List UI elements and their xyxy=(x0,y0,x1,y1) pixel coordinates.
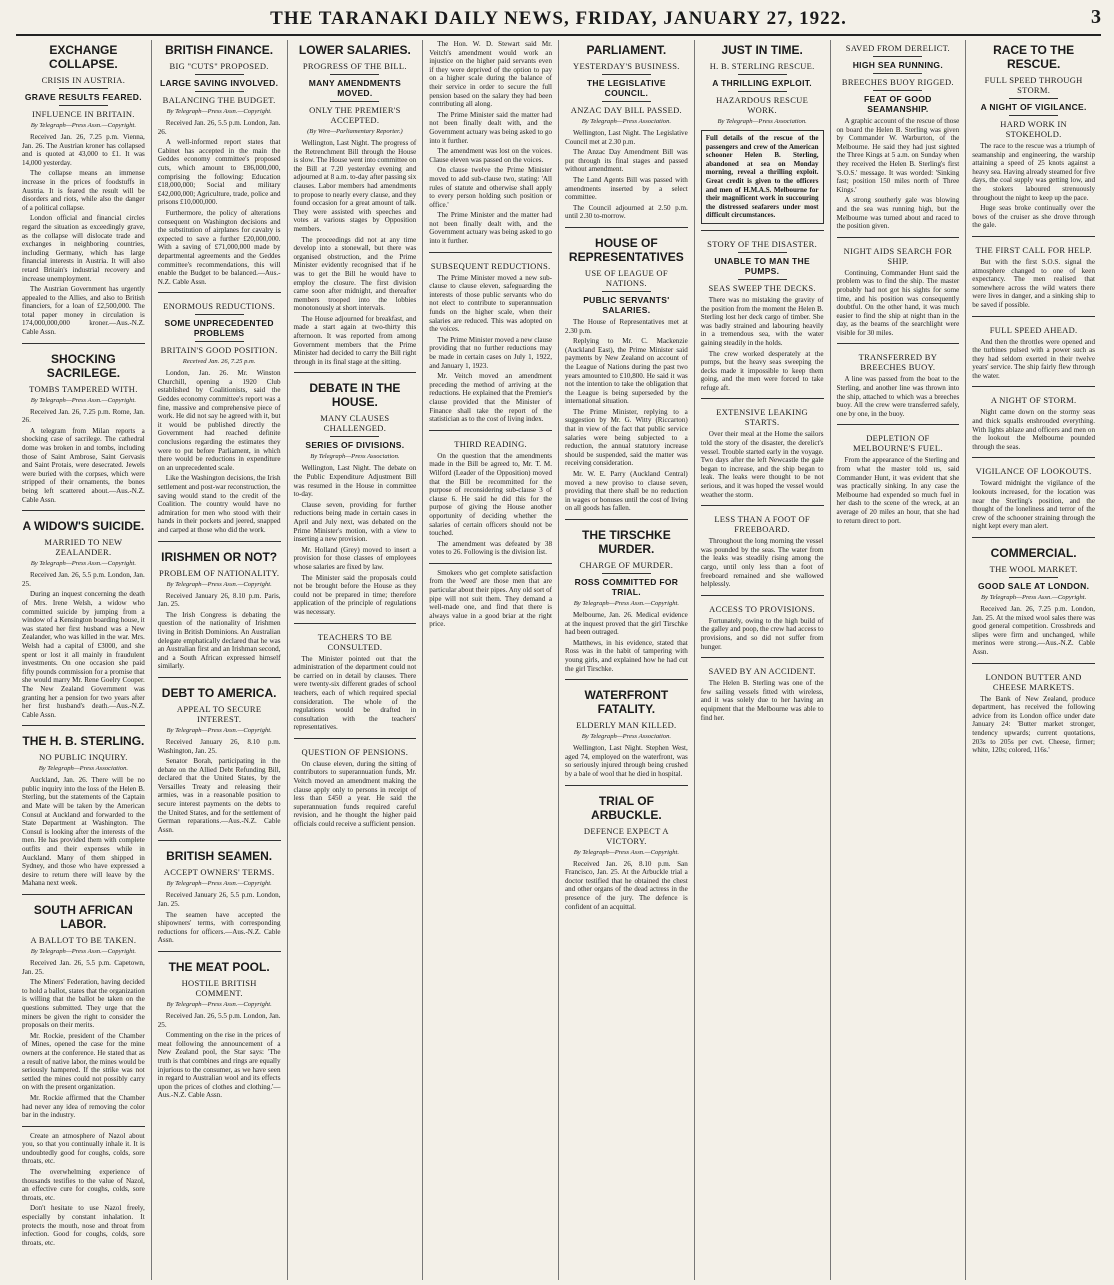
article-headline: A WIDOW'S SUICIDE. xyxy=(22,519,145,534)
article-deck: CHARGE OF MURDER. xyxy=(579,560,674,570)
article-deck: STORY OF THE DISASTER. xyxy=(707,238,818,249)
article-deck: A BALLOT TO BE TAKEN. xyxy=(30,935,137,945)
article-deck: TEACHERS TO BE CONSULTED. xyxy=(317,631,392,652)
article-deck: CRISIS IN AUSTRIA. xyxy=(41,75,126,85)
article-paragraph: Received January 26, 8.10 p.m. Paris, Jan. 25. xyxy=(157,591,281,609)
article-paragraph: Received Jan. 26, 8.10 p.m. San Francisco, Jan. 25. At the Arbuckle trial a doctor testified that he obtained the chest and other organs of the dead actress in the presence of the jury. The defence is confident of an acquittal. xyxy=(565,859,688,911)
deck-divider xyxy=(59,105,108,106)
article-byline: By Telegraph—Press Assn.—Copyright. xyxy=(573,848,679,856)
article-paragraph: The Council adjourned at 2.50 p.m. until 2.30 to-morrow. xyxy=(565,203,688,221)
article-byline: By Telegraph—Press Association. xyxy=(581,733,672,741)
article-paragraph: The Austrian Government has urgently appealed to the Allies, and also to British financiers, for a loan of £2,500,000. The total paper money in circulation is 174,000,000,000 kroner.—Aus.-N.Z. Cable Assn. xyxy=(22,285,145,337)
newspaper-title: THE TARANAKI DAILY NEWS, FRIDAY, JANUARY 27, 1922. xyxy=(270,8,847,29)
article xyxy=(837,237,960,338)
article-deck: ACCEPT OWNERS' TERMS. xyxy=(163,867,275,878)
article xyxy=(22,510,145,719)
column-3 xyxy=(288,40,424,1280)
article-deck: EXTENSIVE LEAKING STARTS. xyxy=(716,407,808,428)
article-paragraph: Night came down on the stormy seas and thick squalls enshrouded everything. With lights ablaze and officers and men on the lookout the Melbourne pounded through the seas. xyxy=(972,408,1095,451)
article-byline: By Telegraph—Press Assn.—Copyright. xyxy=(30,948,136,955)
page-number: 3 xyxy=(1091,6,1101,28)
article-paragraph: Received Jan. 26, 5.5 p.m. London, Jan. 25. xyxy=(22,571,145,588)
article-deck: ACCESS TO PROVISIONS. xyxy=(709,603,816,614)
article-paragraph: The Land Agents Bill was passed with amendments inserted by a select committee. xyxy=(565,175,688,202)
article-paragraph: The Irish Congress is debating the question of the nationality of Irishmen living in British Dominions. An Australian delegate emphatically declared that he was an Australian first and an Irishman second, and a South African expressed himself similarly. xyxy=(157,610,281,671)
article xyxy=(22,343,145,505)
article-deck: FEAT OF GOOD SEAMANSHIP. xyxy=(864,94,932,114)
article-paragraph: Don't hesitate to use Nazol freely, especially by constant inhalation. It protects the mouth, nose and throat from infection. Good for coughs, colds, sore throats, etc. xyxy=(22,1204,145,1247)
deck-divider xyxy=(1009,115,1058,116)
article-paragraph: Mr. Rockie, president of the Chamber of Mines, opened the case for the mine owners at the conference. He stated that as a result of native labor, the mines would be seriously hampered. If the strike was not settled the mines could not possibly carry on with the present organization. xyxy=(22,1031,145,1092)
article-byline: By Telegraph—Press Assn.—Copyright. xyxy=(30,396,136,404)
article-deck: TOMBS TAMPERED WITH. xyxy=(29,383,138,394)
article xyxy=(22,725,145,888)
column-6 xyxy=(695,40,831,1280)
article-paragraph: Furthermore, the policy of alterations consequent on Washington decisions and the substitution of airplanes for cavalry is expected to save a further £20,000,000. With a saving of £71,000,000 made by departmental agreements and the Geddes committee's recommendations, this will enable the Budget to be balanced.—Aus.-N.Z. Cable Assn. xyxy=(157,208,281,286)
article xyxy=(972,316,1095,381)
deck-divider xyxy=(873,90,922,91)
column-1 xyxy=(16,40,152,1280)
article-paragraph: The Minister said the proposals could not be brought before the House as they could not be prepared in time; therefore application of the principle of regulations was necessary. xyxy=(293,573,417,616)
article-deck: HOSTILE BRITISH COMMENT. xyxy=(181,978,257,998)
article-paragraph: Clause seven, providing for further reductions being made in certain cases in April and July next, was debated on the Prime Minister's motion, with a view to inserting a new provision. xyxy=(293,500,417,544)
deck-divider xyxy=(738,279,787,280)
article-paragraph: On clause eleven, during the sitting of contributors to superannuation funds, Mr. Veitch moved an amendment making the clause apply only to persons in receipt of less than £450 a year. He said the superannuation funds required careful revision, and he thought the higher paid officials could receive a sufficient pension. xyxy=(293,759,417,829)
article-paragraph: Melbourne, Jan. 26. Medical evidence at the inquest proved that the girl Tirschke had been outraged. xyxy=(565,611,688,637)
article-headline: WATERFRONT FATALITY. xyxy=(584,688,669,717)
article-deck: BREECHES BUOY RIGGED. xyxy=(841,77,954,87)
article-paragraph: Received January 26, 8.10 p.m. Washington, Jan. 25. xyxy=(157,737,281,755)
article-deck: BIG "CUTS" PROPOSED. xyxy=(169,61,269,71)
deck-divider xyxy=(738,91,787,92)
article xyxy=(972,236,1095,310)
article-paragraph: The Prime Minister said the matter had not been finally dealt with, and the Government actuary was being asked to go into it further. xyxy=(429,110,552,145)
article-paragraph: London official and financial circles regard the situation as exceedingly grave, as the collapse will dislocate trade and exchanges in neighboring countries, including Germany, which has large financial interests in Austria. It will also retard Britain's industrial recovery and increase unemployment. xyxy=(22,214,145,283)
article xyxy=(972,663,1095,755)
article-paragraph: Received Jan. 26, 7.25 p.m. Vienna, Jan. 26. The Austrian kroner has collapsed and is quoted at 43,000 to £1. It was 14,000 yesterday. xyxy=(22,133,145,167)
article-byline: By Telegraph—Press Association. xyxy=(717,118,807,125)
article-paragraph: The overwhelming experience of thousands testifies to the value of Nazol, an effective cure for coughs, colds, sore throats, etc. xyxy=(22,1168,145,1202)
article xyxy=(837,43,960,231)
column-4 xyxy=(423,40,559,1280)
article-deck: PUBLIC SERVANTS' SALARIES. xyxy=(583,294,670,315)
article xyxy=(837,343,960,418)
article-paragraph: The Anzac Day Amendment Bill was put through its final stages and passed without amendment. xyxy=(565,148,688,174)
article-deck: PROGRESS OF THE BILL. xyxy=(302,61,407,71)
article-deck: H. B. STERLING RESCUE. xyxy=(709,61,815,71)
article-deck: ROSS COMMITTED FOR TRIAL. xyxy=(574,577,679,597)
article-paragraph: Over their meal at the Home the sailors told the story of the disaster, the derelict's vessel. Trouble started early in the voyage. Two days after the left Newcastle the gale began to increase, and the ship began to leak. The leaks were thought to be not serious, and it was hoped the vessel would weather the storm. xyxy=(700,430,824,499)
article-deck: NIGHT AIDS SEARCH FOR SHIP. xyxy=(843,245,953,266)
article-paragraph: The seamen have accepted the shipowners' terms, with corresponding reductions for officers.—Aus.-N.Z. Cable Assn. xyxy=(157,910,281,945)
article-deck: SERIES OF DIVISIONS. xyxy=(305,440,405,451)
article-deck: GOOD SALE AT LONDON. xyxy=(977,581,1090,591)
article-deck: APPEAL TO SECURE INTEREST. xyxy=(176,703,262,724)
article xyxy=(565,679,688,778)
deck-divider xyxy=(59,88,108,89)
article xyxy=(565,519,688,673)
article-byline: By Telegraph—Press Assn.—Copyright. xyxy=(166,108,272,115)
article-deck: THE FIRST CALL FOR HELP. xyxy=(975,244,1092,255)
column-8 xyxy=(966,40,1101,1280)
article-paragraph: The collapse means an immense increase in the prices of foodstuffs in Austria. It is feared the result will be disorders and riots, while also the danger of a political collapse. xyxy=(22,169,145,212)
article-paragraph: The House of Representatives met at 2.30 p.m. xyxy=(565,317,688,335)
article-byline: By Telegraph—Press Assn.—Copyright. xyxy=(166,580,272,588)
article-deck: SOME UNPRECEDENTED PROBLEMS xyxy=(164,318,274,339)
article xyxy=(22,43,145,337)
article-byline: By Telegraph—Press Assn.—Copyright. xyxy=(980,594,1087,601)
deck-divider xyxy=(602,101,651,102)
article-deck: MARRIED TO NEW ZEALANDER. xyxy=(44,537,123,558)
article-paragraph: The Prime Minister, replying to a suggestion by Mr. G. Witty (Riccarton) that in view of the fact that public service salaries were being subjected to a reduction, the annual statutory increase should be suspended, said the matter was receiving consideration. xyxy=(565,407,688,468)
article xyxy=(22,1126,145,1248)
article-byline: (By Wire—Parliamentary Reporter.) xyxy=(307,128,403,135)
article-headline: EXCHANGE COLLAPSE. xyxy=(49,43,118,71)
deck-divider xyxy=(738,74,787,75)
article-paragraph: The Prime Minister and the matter had not been finally dealt with, and the Government actuary was being asked to go into it further. xyxy=(429,211,552,246)
article-deck: A NIGHT OF VIGILANCE. xyxy=(980,102,1087,112)
article xyxy=(701,398,824,499)
article-paragraph: The amendment was defeated by 38 votes to 26. Following is the division list. xyxy=(429,539,552,557)
article-paragraph: The amendment was lost on the voices. Clause eleven was passed on the voices. xyxy=(429,147,552,164)
article xyxy=(972,386,1095,451)
article-deck: PROBLEM OF NATIONALITY. xyxy=(158,567,280,578)
deck-divider xyxy=(738,252,787,253)
deck-divider xyxy=(330,74,379,75)
article-paragraph: Received Jan. 26, 7.25 p.m. Rome, Jan. 26. xyxy=(22,407,145,425)
article-byline: By Telegraph—Press Assn.—Copyright. xyxy=(166,726,272,734)
deck-divider xyxy=(873,73,922,74)
article-deck: A NIGHT OF STORM. xyxy=(990,395,1077,406)
article-byline: Received Jan. 26, 7.25 p.m. xyxy=(182,358,256,366)
article-deck: DEPLETION OF MELBOURNE'S FUEL. xyxy=(853,433,943,454)
article-byline: By Telegraph—Press Assn.—Copyright. xyxy=(166,1001,272,1008)
deck-divider xyxy=(195,314,244,315)
article xyxy=(158,292,281,534)
article-paragraph: Create an atmosphere of Nazol about you, so that you continually inhale it. It is undoubtedly good for coughs, colds, sore throats, etc. xyxy=(22,1131,145,1166)
article-paragraph: The Prime Minister moved a new clause providing that no further reductions may be made in certain cases on July 1, 1922, and January 1, 1923. xyxy=(429,335,552,370)
article xyxy=(565,785,688,912)
article-deck: HIGH SEA RUNNING. xyxy=(852,60,943,70)
article-headline: IRISHMEN OR NOT? xyxy=(161,549,278,564)
article-paragraph: Wellington, Last Night. The Legislative Council met at 2.30 p.m. xyxy=(565,129,688,146)
article-paragraph: Continuing, Commander Hunt said the problem was to find the ship. The master probably had not got his sights for some time, and his position was consequently doubtful. On the other hand, it was much easier to find the ship at night than in the day, as the beams of the searchlight were visible for 30 miles. xyxy=(836,268,960,337)
article-paragraph: Senator Borah, participating in the debate on the Allied Debt Refunding Bill, declared that the United States, by the Versailles Treaty and releasing their armies, was in a reasonable position to secure interest payments on the debts to the United States, and for the settlement of German reparations.—Aus.-N.Z. Cable Assn. xyxy=(157,757,281,834)
article-paragraph: The Prime Minister moved a new sub-clause to clause eleven, safeguarding the interests of those public servants who do not elect to contribute to superannuation funds on the higher scale, when their salaries are reduced. This was adopted on the voices. xyxy=(429,273,552,334)
article-paragraph: The proceedings did not at any time develop into a stonewall, but there was organised obstruction, and the Prime Minister evidently recognised that if he was to get the Bill he would have to employ the closure. The first division came soon after midnight, and thereafter members trooped into the lobbies monotonously at short intervals. xyxy=(293,235,417,313)
article-paragraph: Mr. Rockie affirmed that the Chamber had never any idea of removing the color bar in the industry. xyxy=(22,1093,145,1120)
article-paragraph: Received January 26, 5.5 p.m. London, Jan. 25. xyxy=(157,891,281,909)
article-paragraph: A strong southerly gale was blowing and the sea was running high, but the Melbourne was turned about and raced to the position given. xyxy=(836,196,960,231)
article-deck: THIRD READING. xyxy=(454,438,527,449)
article-deck: ANZAC DAY BILL PASSED. xyxy=(570,105,682,115)
article-paragraph: Wellington, Last Night. The progress of the Retrenchment Bill through the House is slow. The House went into committee on the Bill at 7.20 yesterday evening and adjourned at 8 a.m. to-day after passing six clauses. Labor members had amendments to propose to nearly every clause, and they found occasion for a great amount of talk. They were assisted with speeches and votes at various stages by Opposition members. xyxy=(293,139,417,233)
article-deck: BALANCING THE BUDGET. xyxy=(162,95,276,105)
deck-divider xyxy=(1009,577,1058,578)
article-paragraph: Commenting on the rise in the prices of meat following the announcement of a New Zealand pool, the Star says: 'The truth is that combines and rings are equally injurious to the consumer, as we have seen in regard to Australian wool and its effects upon the prices of clothes and clothing.'—Aus.-N.Z. Cable Assn. xyxy=(157,1031,281,1100)
article-paragraph: Toward midnight the vigilance of the lookouts increased, for the location was near the Sterling's position, and the thought of the loneliness and terror of the crew of the schooner straining through the night kept every man alert. xyxy=(972,479,1095,531)
article-paragraph: Auckland, Jan. 26. There will be no public inquiry into the loss of the Helen B. Sterling, but the statements of the Captain and Mate will be taken by the American Consul at Auckland and forwarded to the State Department at Washington. The Consul is looking after the interests of the men. He has provided them with complete outfits and their expenses while in Auckland. Many of them shipped in Sydney, and those who have expressed a desire to return there will leave by the Mahana next week. xyxy=(22,776,145,888)
article-deck: SAVED BY AN ACCIDENT. xyxy=(708,666,816,677)
article xyxy=(972,457,1095,531)
article-deck: SUBSEQUENT REDUCTIONS. xyxy=(430,260,551,271)
article-byline: By Telegraph—Press Association. xyxy=(38,765,129,773)
article-headline: RACE TO THE RESCUE. xyxy=(993,43,1075,71)
article-paragraph: Throughout the long morning the vessel was pounded by the seas. The water from the leaks was steadily rising among the cargo, until only less than a foot of freeboard remained and she wallowed helplessly. xyxy=(700,537,824,589)
article xyxy=(972,43,1095,230)
article xyxy=(701,43,824,224)
article-paragraph: Fortunately, owing to the high build of the galley and poop, the crew had access to provisions, and so did not suffer from hunger. xyxy=(700,616,824,651)
deck-divider xyxy=(602,291,651,292)
article-byline: By Telegraph—Press Assn.—Copyright. xyxy=(573,600,679,607)
article-deck: QUESTION OF PENSIONS. xyxy=(301,746,409,757)
article-deck: ONLY THE PREMIER'S ACCEPTED. xyxy=(309,105,401,125)
article xyxy=(294,738,417,829)
column-7 xyxy=(831,40,967,1280)
article-paragraph: Received Jan. 26, 5.5 p.m. Capetown, Jan. 25. xyxy=(22,959,145,976)
article-headline: HOUSE OF REPRESENTATIVES xyxy=(568,235,684,264)
article-headline: TRIAL OF ARBUCKLE. xyxy=(591,793,662,822)
article-deck: DEFENCE EXPECT A VICTORY. xyxy=(583,825,669,846)
article-headline: THE TIRSCHKE MURDER. xyxy=(582,528,671,556)
article-deck: FULL SPEED AHEAD. xyxy=(989,324,1078,335)
deck-divider xyxy=(195,91,244,92)
article-headline: JUST IN TIME. xyxy=(721,43,803,57)
article-byline: By Telegraph—Press Assn.—Copyright. xyxy=(30,560,136,568)
deck-divider xyxy=(195,74,244,75)
article-paragraph: The Miners' Federation, having decided to hold a ballot, states that the organization is willing that the ballot be taken on the questions submitted. They urge that the miners be given the right to consider the proposals on their merits. xyxy=(22,978,145,1030)
article-headline: THE H. B. STERLING. xyxy=(22,734,145,749)
article xyxy=(22,894,145,1120)
article-deck: VIGILANCE OF LOOKOUTS. xyxy=(975,466,1092,477)
article-paragraph: The Bank of New Zealand, produce department, has received the following advice from its London office under date January 24: 'Butter market stronger, tendency upwards; current quotations, 203s to 205s per cwt. Cheese, firmer; white, 120s; colored, 116s.' xyxy=(972,694,1095,755)
article-headline: SHOCKING SACRILEGE. xyxy=(46,351,121,380)
article-paragraph: Smokers who get complete satisfaction from the 'weed' are those men that are particular about their pipes. Any old sort of pipe will not suit them. They demand a well-made one, and find that there is always value in a good briar at the right price. xyxy=(429,568,552,629)
article-paragraph: A telegram from Milan reports a shocking case of sacrilege. The cathedral dome was broken in and tombs, including those of Saint Ambrose, Saint Gervasis and Saint Protais, were desecrated. Jewels were buried with the corpses, which were stripped of their ornaments, the bones being left scattered about.—Aus.-N.Z. Cable Assn. xyxy=(22,426,145,504)
article-paragraph: The Helen B. Sterling was one of the few sailing vessels fitted with wireless, and it was solely due to her having an equipment that the Melbourne was able to find her. xyxy=(700,679,824,722)
article-deck: THE LEGISLATIVE COUNCIL. xyxy=(586,78,666,98)
article-deck: FULL SPEED THROUGH STORM. xyxy=(984,75,1083,95)
article-deck: THE WOOL MARKET. xyxy=(989,564,1078,574)
deck-divider xyxy=(195,341,244,342)
article-deck: SEAS SWEEP THE DECKS. xyxy=(708,282,816,293)
article-headline: DEBATE IN THE HOUSE. xyxy=(309,381,401,410)
article-deck: SAVED FROM DERELICT. xyxy=(845,43,950,53)
article-paragraph: The crew worked desperately at the pumps, but the heavy seas sweeping the decks made it impossible to keep them going, and the men were forced to take refuge aft. xyxy=(700,349,824,392)
article-paragraph: And then the throttles were opened and the turbines pulsed with a power such as they had seldom exerted in their twelve years' service. The ship fairly flew through the water. xyxy=(972,337,1095,380)
article xyxy=(158,951,281,1100)
deck-divider xyxy=(602,74,651,75)
article-paragraph: Mr. Holland (Grey) moved to insert a provision for those classes of employees whose salaries are fixed by law. xyxy=(293,545,417,571)
article xyxy=(701,230,824,393)
article xyxy=(701,595,824,651)
article-paragraph: But with the first S.O.S. signal the atmosphere changed to one of keen expectancy. The men realised that somewhere across the wild waters there were lives in danger, and a sinking ship to be saved if possible. xyxy=(972,257,1095,309)
article-byline: By Telegraph—Press Association. xyxy=(581,118,672,125)
article-paragraph: The race to the rescue was a triumph of seamanship and engineering, the warship attaining a speed of 25 knots against a heavy sea. Having already steamed for five days, the coal supply was getting low, and the stokers laboured strenuously throughout the night to keep up the pace. xyxy=(972,142,1095,202)
article-paragraph: Matthews, in his evidence, stated that Ross was in the habit of tampering with young girls, and explained how he had cut the girl Tirschke. xyxy=(565,638,688,673)
article xyxy=(429,563,552,629)
article-paragraph: Received Jan. 26, 7.25 p.m. London, Jan. 25. At the mixed wool sales there was good general competition. Crossbreds and slipes were firm and unchanged, while merinos were strong.—Aus.-N.Z. Cable Assn. xyxy=(972,605,1095,656)
article xyxy=(294,623,417,732)
article-deck: ELDERLY MAN KILLED. xyxy=(576,720,677,731)
article-deck: YESTERDAY'S BUSINESS. xyxy=(573,61,680,71)
article xyxy=(294,372,417,616)
article-paragraph: During an inquest concerning the death of Mrs. Irene Welsh, a widow who committed suicide by jumping from a window of a Kensington boarding house, it was stated her first husband was a New Zealander, who was killed in the war. Mrs. Welsh had a capital of £3000, and she spent or lost it all mainly in fraudulent investments. On one occasion she paid fifty pounds commission for a promise that she would marry Mr. Rene Goelry Cooper. The New Zealand Government was granting her a pension for two years after her first husband's death.—Aus.-N.Z. Cable Assn. xyxy=(22,590,145,719)
article xyxy=(701,505,824,589)
article-headline: BRITISH FINANCE. xyxy=(165,43,274,57)
article-deck: NO PUBLIC INQUIRY. xyxy=(39,752,128,763)
article xyxy=(158,677,281,835)
article-paragraph: The House adjourned for breakfast, and made a start again at two-thirty this afternoon. It was reported from among Government members that the Prime Minister had decided to carry the Bill right through in its final stage at the sitting. xyxy=(293,314,417,366)
article-paragraph: Wellington, Last Night. The debate on the Public Expenditure Adjustment Bill was resumed in the House in committee to-day. xyxy=(293,464,417,499)
article-deck: LONDON BUTTER AND CHEESE MARKETS. xyxy=(985,671,1082,692)
article-paragraph: A well-informed report states that Cabinet has accepted in the main the Geddes economy committee's proposed cuts, which amount to £86,000,000, comprising the following: Education £18,000,000; Social and military £42,000,000; Agriculture, trade, police and prisons £10,000,000. xyxy=(157,138,281,207)
deck-divider xyxy=(873,56,922,57)
article-deck: MANY AMENDMENTS MOVED. xyxy=(308,78,402,98)
article-paragraph: Mr. Veitch moved an amendment preceding the method of arriving at the reductions. He explained that the Premier's clause provided that the Minister of Finance shall take the report of the statistician as to the cost of living index. xyxy=(429,372,552,424)
deck-divider xyxy=(330,436,379,437)
article-paragraph: Received Jan. 26, 5.5 p.m. London, Jan. 26. xyxy=(157,119,281,136)
article-headline: THE MEAT POOL. xyxy=(168,960,270,974)
article-paragraph: A line was passed from the boat to the Sterling, and another line was thrown into the ship, attached to which was a breeches buoy. All the crew were transferred safely, one by one, in the buoy. xyxy=(836,375,960,418)
article-paragraph: Received Jan. 26, 5.5 p.m. London, Jan. 25. xyxy=(157,1012,281,1029)
deck-divider xyxy=(330,101,379,102)
column-2 xyxy=(152,40,288,1280)
article xyxy=(701,657,824,722)
article-paragraph: The Minister pointed out that the administration of the department could not be carried on in detail by clauses. There were twenty-six different grades of school teachers, each of which required special consideration. The whole of the regulations would be drafted in consultation with the teachers' representatives. xyxy=(293,654,417,732)
article xyxy=(837,424,960,525)
article-deck: LARGE SAVING INVOLVED. xyxy=(160,78,279,88)
news-columns xyxy=(16,40,1101,1280)
article-paragraph: Mr. W. E. Parry (Auckland Central) moved a new proviso to clause seven, providing that there shall be no reduction in wages or bonuses until the cost of living on all goods has fallen. xyxy=(565,470,688,513)
article xyxy=(429,430,552,557)
article xyxy=(972,537,1095,657)
article-paragraph: On clause twelve the Prime Minister moved to add sub-clause two, stating: 'All rules of statute and otherwise shall apply to every person holding such position or office.' xyxy=(429,166,552,209)
article-paragraph: There was no mistaking the gravity of the position from the moment the Helen B. Sterling lost her deck cargo of timber. She was badly strained and labouring heavily in a tremendous sea, with the water gaining steadily in the holds. xyxy=(700,295,824,347)
article-deck: BRITAIN'S GOOD POSITION. xyxy=(160,345,278,356)
article-paragraph: Huge seas broke continually over the bows of the cruiser as she drove through the gale. xyxy=(972,204,1095,230)
article-deck: A THRILLING EXPLOIT. xyxy=(712,78,812,88)
article xyxy=(158,43,281,286)
article-deck: USE OF LEAGUE OF NATIONS. xyxy=(584,267,668,288)
article xyxy=(429,40,552,246)
boxed-summary: Full details of the rescue of the passengers and crew of the American schooner Helen B. Sterling, abandoned at sea on Monday morning, reveal a thrilling exploit. Great credit is given to the officers and men of H.M.A.S. Melbourne for their magnificent work in succouring the distressed seafarers under most difficult circumstances. xyxy=(701,130,824,224)
article-paragraph: A graphic account of the rescue of those on board the Helen B. Sterling was given by Commander W. Warburton, of the Melbourne. He said they had just sighted the Three Kings at 5 a.m. on Sunday when they received the Helen B. Sterling's first 'S.O.S.' message. It was worded: 'Sinking fast; position 150 miles north of Three Kings.' xyxy=(836,117,960,194)
article-deck: INFLUENCE IN BRITAIN. xyxy=(32,109,135,119)
article-paragraph: London, Jan. 26. Mr. Winston Churchill, opening a 1920 Club established by Coalitionists, said the Geddes economy committee's report was a fine, massive and comprehensive piece of work. He did not say he agreed with it, but it would be published directly the Government had reached definite conclusions regarding the estimates they were to put before Parliament, in which there would be reductions in expenditure on an unprecedented scale. xyxy=(157,369,281,472)
article-headline: PARLIAMENT. xyxy=(586,43,667,57)
article-paragraph: Replying to Mr. C. Mackenzie (Auckland East), the Prime Minister said payments by New Zealand on account of the League of Nations during the past two years amounted to £10,800. He said it was not the intention to take the obligation that the League is being superseded by the international situation. xyxy=(565,337,688,406)
article xyxy=(565,227,688,513)
article-paragraph: The Hon. W. D. Stewart said Mr. Veitch's amendment would work an injustice on the higher paid servants even if they were deprived of the option to pay on a higher scale during the balance of their service in order to secure the full pension based on the salary they had been contributing all along. xyxy=(429,40,552,109)
article-deck: HARD WORK IN STOKEHOLD. xyxy=(1000,119,1067,139)
article-deck: GRAVE RESULTS FEARED. xyxy=(24,92,142,102)
article-headline: SOUTH AFRICAN LABOR. xyxy=(33,903,133,931)
article-byline: By Telegraph—Press Assn.—Copyright. xyxy=(30,122,136,129)
article xyxy=(158,541,281,671)
article-paragraph: Wellington, Last Night. Stephen West, aged 74, employed on the waterfront, was so seriously injured through being crushed by a bale of wool that he died in hospital. xyxy=(565,744,688,778)
article-byline: By Telegraph—Press Assn.—Copyright. xyxy=(166,880,272,888)
article-deck: ENORMOUS REDUCTIONS. xyxy=(163,301,276,312)
article-headline: BRITISH SEAMEN. xyxy=(166,849,273,864)
article-paragraph: Like the Washington decisions, the Irish settlement and post-war reconstruction, the saving would stand to the credit of the Coalition. The country would have no admiration for men who stood with their hands in their pockets and jeered, snapped and carped at those who did the work. xyxy=(157,474,281,534)
deck-divider xyxy=(1009,98,1058,99)
deck-divider xyxy=(602,573,651,574)
article-paragraph: On the question that the amendments made in the Bill be agreed to, Mr. T. M. Wilford (Leader of the Opposition) moved that the Bill be recommitted for the purpose of reconsidering sub-clause 3 of clause 6. He said he did this for the purpose of giving the House another opportunity of deciding whether the salaries of certain officers should not be touched. xyxy=(429,451,552,538)
article xyxy=(565,43,688,221)
article-headline: COMMERCIAL. xyxy=(990,546,1077,560)
article xyxy=(429,252,552,424)
article-deck: HAZARDOUS RESCUE WORK. xyxy=(716,95,809,115)
article-deck: MANY CLAUSES CHALLENGED. xyxy=(320,413,390,434)
article-byline: By Telegraph—Press Association. xyxy=(310,453,400,461)
masthead xyxy=(16,6,1101,36)
article-headline: LOWER SALARIES. xyxy=(298,43,411,57)
article-deck: UNABLE TO MAN THE PUMPS. xyxy=(714,255,810,276)
article xyxy=(158,840,281,945)
article-headline: DEBT TO AMERICA. xyxy=(161,685,277,700)
article xyxy=(294,43,417,366)
article-deck: LESS THAN A FOOT OF FREEBOARD. xyxy=(714,514,810,535)
column-5 xyxy=(559,40,695,1280)
article-deck: TRANSFERRED BY BREECHES BUOY. xyxy=(858,352,938,373)
article-paragraph: From the appearance of the Sterling and from what the master told us, said Commander Hunt, it was evident that she was practically sinking. In any case the Melbourne had expended so much fuel in her dash to the scene of the wreck, at an average of 20 miles an hour, that she had to return direct to port. xyxy=(836,456,960,525)
